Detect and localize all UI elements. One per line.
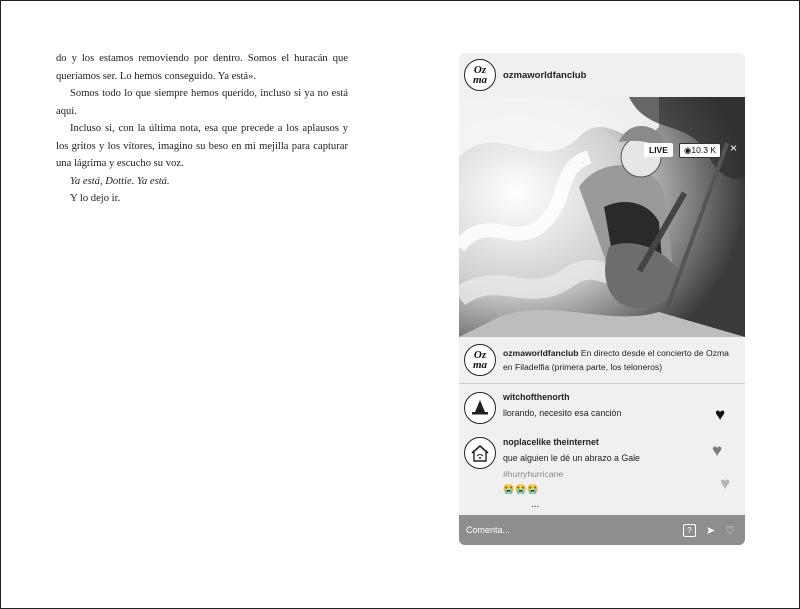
heart-icon: ♥ bbox=[720, 474, 731, 493]
paragraph-5: Y lo dejo ir. bbox=[70, 193, 121, 204]
hashtag[interactable]: #hurryhurricane bbox=[503, 469, 564, 479]
comment-avatar[interactable] bbox=[464, 392, 496, 424]
house-wifi-icon bbox=[469, 442, 491, 464]
ozma-logo-icon: Oz ma bbox=[472, 64, 488, 86]
post-username[interactable]: ozmaworldfanclub bbox=[503, 69, 587, 81]
paragraph-1: do y los estamos removiendo por dentro. Somos el huracán que queríamos ser. Lo hemos conseguido. Ya está». bbox=[56, 53, 348, 82]
heart-outline-icon[interactable]: ♡ bbox=[725, 524, 735, 537]
comment-username[interactable]: witchofthenorth bbox=[503, 392, 570, 402]
caption-text: En directo desde el concierto de Ozma en Filadelfia (primera parte, los teloneros) bbox=[503, 348, 729, 372]
caption-username[interactable]: ozmaworldfanclub bbox=[503, 348, 579, 358]
comment-avatar[interactable] bbox=[464, 437, 496, 469]
ozma-logo-icon: Oz ma bbox=[472, 349, 488, 371]
caption bbox=[503, 346, 739, 374]
question-icon[interactable]: ? bbox=[683, 524, 696, 537]
witch-hat-icon bbox=[470, 398, 490, 418]
live-badge: LIVE bbox=[644, 143, 673, 157]
comment-item bbox=[459, 392, 745, 432]
send-icon[interactable]: ➤ bbox=[705, 524, 716, 537]
caption-row bbox=[459, 337, 745, 384]
post-header bbox=[459, 53, 745, 97]
heart-icon: ♥ bbox=[715, 405, 726, 424]
comment-item bbox=[459, 437, 745, 497]
eye-icon: ◉ bbox=[684, 145, 692, 155]
concert-illustration bbox=[459, 97, 745, 337]
viewer-count: 10.3 K bbox=[691, 145, 716, 155]
more-comments-ellipsis: ... bbox=[531, 499, 540, 510]
emoji-reaction: 😭😭😭 bbox=[503, 484, 540, 494]
live-post bbox=[459, 53, 745, 545]
viewer-count-badge bbox=[679, 143, 721, 158]
comment-text: que alguien le dé un abrazo a Gale bbox=[503, 453, 640, 463]
comment-username[interactable]: noplacelike theinternet bbox=[503, 437, 599, 447]
paragraph-3: Incluso si, con la última nota, esa que precede a los aplausos y los gritos y los vítores, imagino su beso en mi mejilla para capturar una lágrima y escucho su voz. bbox=[56, 123, 348, 169]
book-text bbox=[56, 50, 348, 208]
paragraph-2: Somos todo lo que siempre hemos querido, incluso si ya no está aquí. bbox=[56, 88, 348, 117]
avatar[interactable] bbox=[464, 59, 496, 91]
live-video[interactable] bbox=[459, 97, 745, 337]
heart-icon: ♥ bbox=[712, 441, 723, 460]
comment-bar bbox=[459, 515, 745, 545]
comment-text: llorando, necesito esa canción bbox=[503, 408, 622, 418]
close-icon[interactable]: × bbox=[730, 141, 738, 155]
paragraph-4: Ya está, Dottie. Ya está. bbox=[70, 175, 170, 187]
caption-avatar[interactable] bbox=[464, 344, 496, 376]
comment-input[interactable]: Comenta... bbox=[466, 525, 511, 535]
